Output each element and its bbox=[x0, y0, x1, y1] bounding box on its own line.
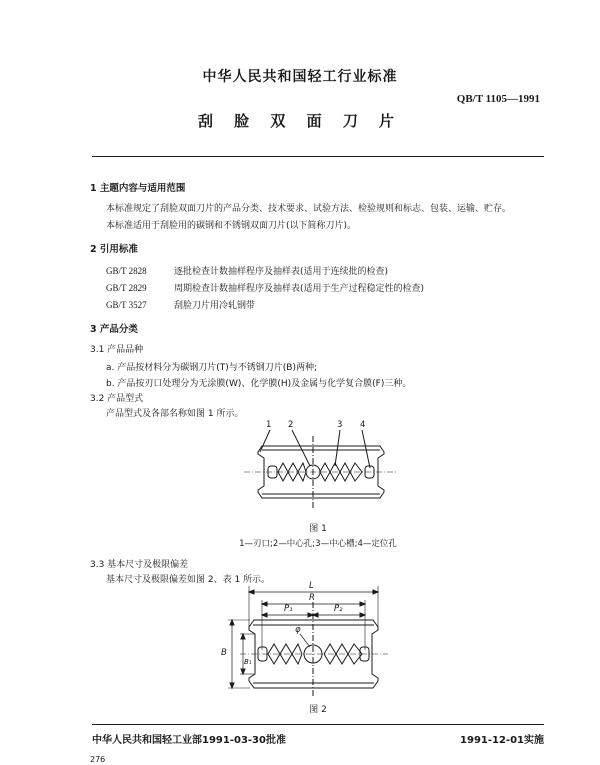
reference-title: 刮脸刀片用冷轧钢带 bbox=[174, 301, 256, 311]
reference-title: 逐批检查计数抽样程序及抽样表(适用于连续批的检查) bbox=[174, 267, 389, 277]
figure-2-caption: 图 2 bbox=[309, 705, 327, 715]
section-3-3-text: 基本尺寸及极限偏差如图 2、表 1 所示。 bbox=[106, 575, 271, 585]
figure-1-caption: 图 1 bbox=[309, 524, 327, 534]
reference-code: GB/T 3527 bbox=[106, 300, 147, 310]
section-3-1-item-b: b. 产品按刃口处理分为无涂膜(W)、化学膜(H)及金属与化学复合膜(F)三种。 bbox=[106, 379, 412, 389]
implementation-date: 1991-12-01实施 bbox=[460, 735, 544, 746]
figure-1-callout-1: 1 bbox=[266, 420, 272, 430]
figure-1-callout-3: 3 bbox=[337, 420, 343, 430]
section-3-heading: 3 产品分类 bbox=[90, 324, 138, 335]
section-3-3-heading: 3.3 基本尺寸及极限偏差 bbox=[90, 560, 189, 570]
document-title: 刮 脸 双 面 刀 片 bbox=[197, 112, 403, 130]
figure-1-callout-4: 4 bbox=[360, 420, 366, 430]
reference-code: GB/T 2829 bbox=[106, 283, 147, 293]
reference-title: 周期检查计数抽样程序及抽样表(适用于生产过程稳定性的检查) bbox=[174, 284, 425, 294]
dimension-label-P1: P₁ bbox=[284, 604, 293, 614]
figure-1-legend: 1—刃口;2—中心孔;3—中心槽;4—定位孔 bbox=[239, 539, 397, 549]
section-3-1-item-a: a. 产品按材料分为碳钢刀片(T)与不锈钢刀片(B)两种; bbox=[106, 363, 317, 373]
figure-1-callout-2: 2 bbox=[288, 420, 294, 430]
approval-date: 中华人民共和国轻工业部1991-03-30批准 bbox=[92, 735, 286, 746]
footer-rule bbox=[92, 724, 544, 725]
dimension-label-B1: B₁ bbox=[244, 658, 252, 666]
page-number: 276 bbox=[90, 755, 106, 764]
dimension-label-phi: φ bbox=[295, 625, 301, 635]
section-3-2-text: 产品型式及各部名称如图 1 所示。 bbox=[106, 409, 244, 419]
reference-code: GB/T 2828 bbox=[106, 266, 147, 276]
section-3-1-heading: 3.1 产品品种 bbox=[90, 345, 144, 355]
section-1-paragraph-2: 本标准适用于刮脸用的碳钢和不锈钢双面刀片(以下简称刀片)。 bbox=[106, 221, 357, 231]
dimension-label-P2: P₂ bbox=[334, 604, 343, 614]
dimension-label-B: B bbox=[221, 648, 227, 658]
standard-category-title: 中华人民共和国轻工行业标准 bbox=[202, 69, 398, 85]
dimension-label-R: R bbox=[309, 593, 315, 603]
section-1-heading: 1 主题内容与适用范围 bbox=[90, 183, 186, 194]
section-3-2-heading: 3.2 产品型式 bbox=[90, 394, 144, 404]
section-2-heading: 2 引用标准 bbox=[90, 244, 138, 255]
standard-code: QB/T 1105—1991 bbox=[456, 93, 540, 105]
dimension-label-L: L bbox=[309, 581, 314, 591]
section-1-paragraph-1: 本标准规定了刮脸双面刀片的产品分类、技术要求、试验方法、检验规则和标志、包装、运输、贮存。 bbox=[106, 204, 512, 214]
